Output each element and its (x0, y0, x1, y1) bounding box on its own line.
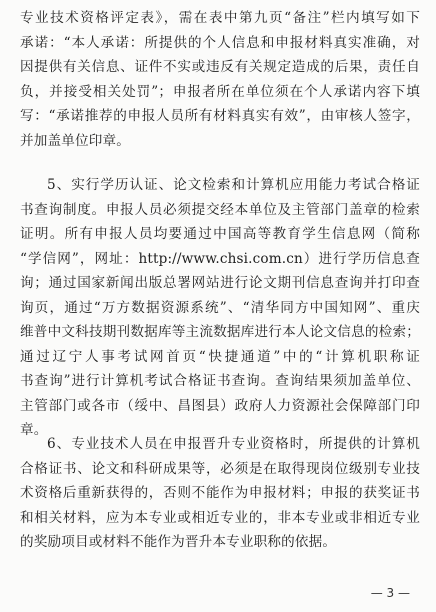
text-line: 证明。所有申报人员均要通过中国高等教育学生信息网（简称 (20, 226, 420, 242)
text-line: 因提供有关信息、证件不实或违反有关规定造成的后果，责任自 (20, 59, 420, 75)
text-line: 承诺：“本人承诺：所提供的个人信息和申报材料真实准确，对 (20, 34, 420, 51)
text-line: 写：“承诺推荐的申报人员所有材料真实有效”，由审核人签字， (20, 108, 420, 124)
text-line: 合格证书、论文和科研成果等，必须是在取得现岗位级别专业技 (20, 460, 420, 477)
paragraph-item-6-materials (20, 432, 420, 555)
text-line: 维普中文科技期刊数据库等主流数据库进行本人论文信息的检索； (20, 324, 420, 340)
text-line: 书查询”进行计算机考试合格证书查询。查询结果须加盖单位、 (20, 373, 420, 389)
text-line: 询；通过国家新闻出版总署网站进行论文期刊信息查询并打印查 (20, 275, 420, 291)
paragraph-item-5-verification (20, 173, 420, 443)
text-line: 专业技术资格评定表》，需在表中第九页“备注”栏内填写如下 (20, 10, 420, 26)
text-line: 5、实行学历认证、论文检索和计算机应用能力考试合格证 (47, 177, 420, 193)
page-number: — 3 — (370, 586, 410, 600)
text-line: 6、专业技术人员在申报晋升专业资格时，所提供的计算机 (47, 436, 420, 452)
paragraph-commitment-requirement (20, 6, 420, 153)
text-line: “学信网”，网址：http://www.chsi.com.cn）进行学历信息查 (20, 250, 420, 267)
text-line: 通过辽宁人事考试网首页“快捷通道”中的“计算机职称证 (20, 348, 420, 365)
text-line: 负，并接受相关处罚”；申报者所在单位须在个人承诺内容下填 (20, 83, 420, 100)
text-line: 并加盖单位印章。 (20, 132, 130, 149)
text-line: 和相关材料，应为本专业或相近专业的，非本专业或非相近专业 (20, 509, 420, 526)
text-line: 章。 (20, 422, 48, 438)
text-line: 询页，通过“万方数据资源系统”、“清华同方中国知网”、重庆 (20, 299, 420, 316)
text-line: 的奖励项目或材料不能作为晋升本专业职称的依据。 (20, 534, 337, 550)
text-line: 术资格后重新获得的，否则不能作为申报材料；申报的获奖证书 (20, 485, 420, 501)
text-line: 主管部门或各市（绥中、昌图县）政府人力资源社会保障部门印 (20, 397, 420, 414)
text-line: 书查询制度。申报人员必须提交经本单位及主管部门盖章的检索 (20, 201, 420, 218)
